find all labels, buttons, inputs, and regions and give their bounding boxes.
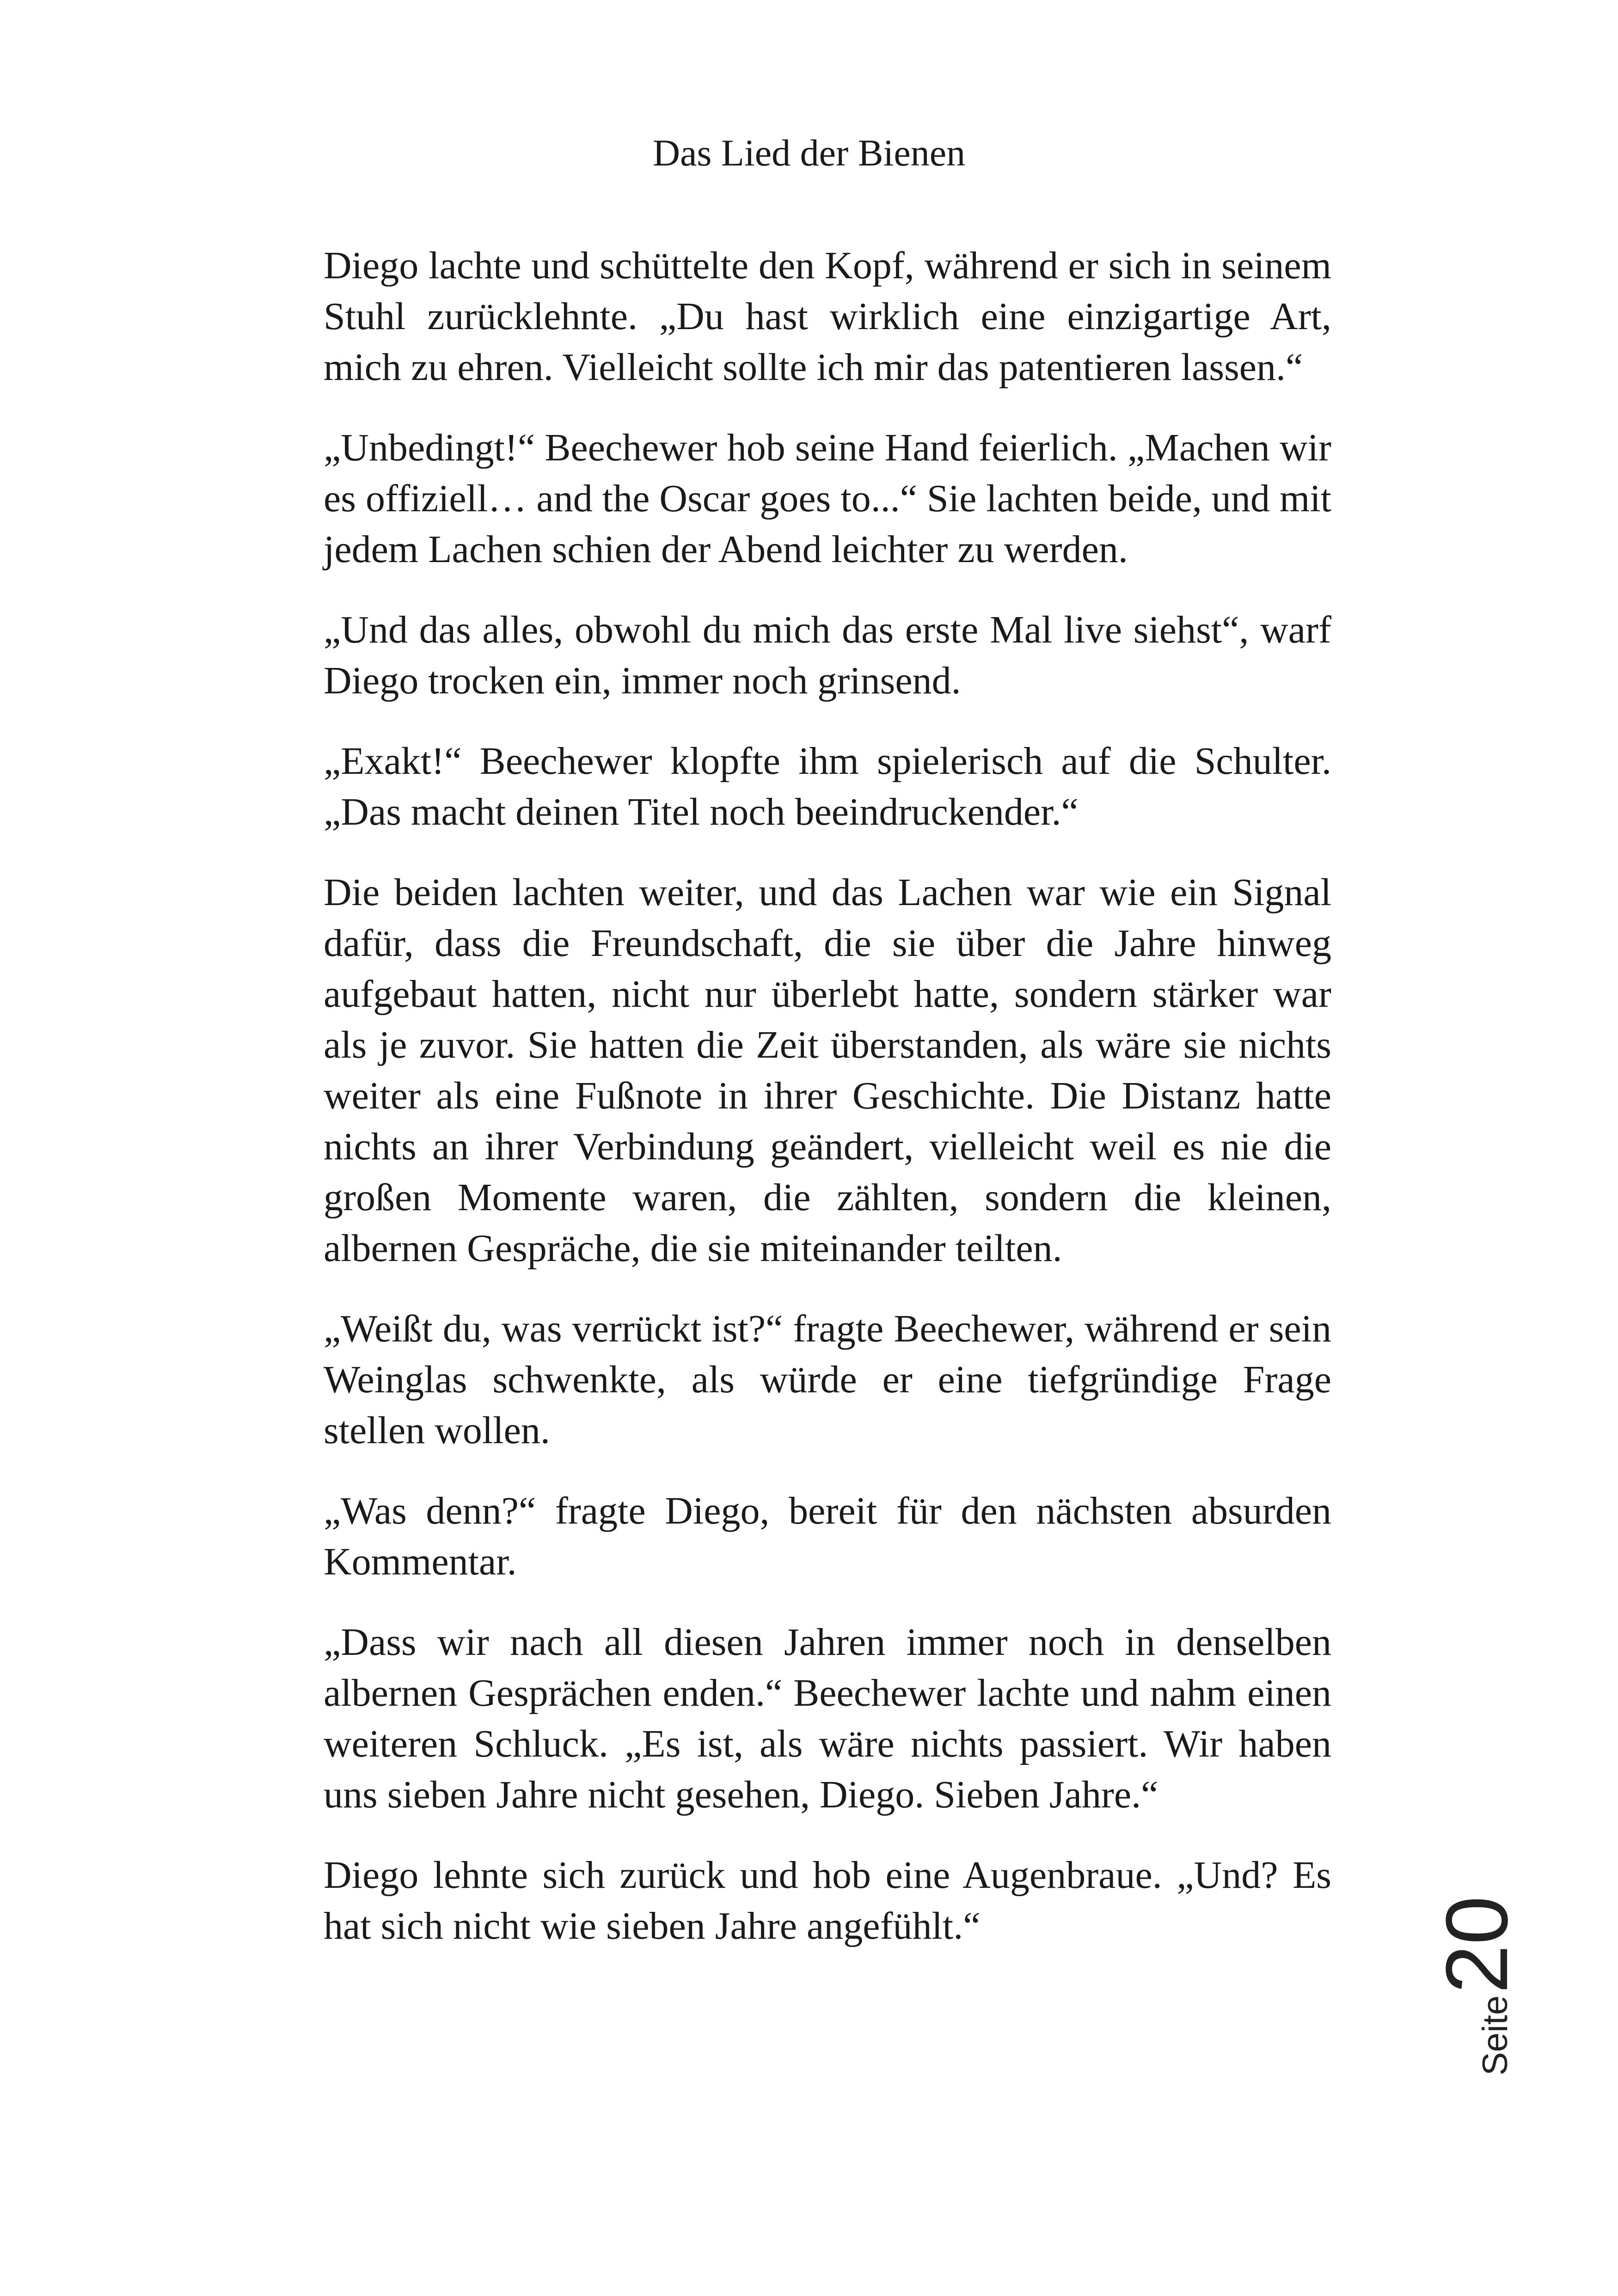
paragraph: „Was denn?“ fragte Diego, bereit für den nächsten absurden Kommentar. <box>324 1489 1331 1583</box>
paragraph: „Unbedingt!“ Beechewer hob seine Hand feierlich. „Machen wir es offiziell… and the Oscar goes to...“ Sie lachten beide, und mit jedem Lachen schien der Abend leichter zu werden. <box>324 426 1331 571</box>
paragraph: „Und das alles, obwohl du mich das erste Mal live siehst“, warf Diego trocken ein, immer noch grinsend. <box>324 608 1331 702</box>
paragraph: „Weißt du, was verrückt ist?“ fragte Beechewer, während er sein Weinglas schwenkte, als würde er eine tiefgründige Frage stellen wollen. <box>324 1307 1331 1452</box>
page-number-label: Seite <box>1476 1995 1515 2076</box>
body-text <box>324 240 1331 1981</box>
paragraph: „Dass wir nach all diesen Jahren immer noch in denselben albernen Gesprächen enden.“ Beechewer lachte und nahm einen weiteren Schluck. „Es ist, als wäre nichts passiert. Wir haben uns sieben Jahre nicht gesehen, Diego. Sieben Jahre.“ <box>324 1621 1331 1816</box>
paragraph: Diego lehnte sich zurück und hob eine Augenbraue. „Und? Es hat sich nicht wie sieben Jahre angefühlt.“ <box>324 1854 1331 1947</box>
page-number-value: 20 <box>1428 1896 1526 1994</box>
paragraph: Diego lachte und schüttelte den Kopf, während er sich in seinem Stuhl zurücklehnte. „Du hast wirklich eine einzigartige Art, mich zu ehren. Vielleicht sollte ich mir das patentieren lassen.“ <box>324 244 1331 389</box>
paragraph: Die beiden lachten weiter, und das Lachen war wie ein Signal dafür, dass die Freundschaft, die sie über die Jahre hinweg aufgebaut hatten, nicht nur überlebt hatte, sondern stärker war als je zuvor. Sie hatten die Zeit überstanden, als wäre sie nichts weiter als eine Fußnote in ihrer Geschichte. Die Distanz hatte nichts an ihrer Verbindung geändert, vielleicht weil es nie die großen Momente waren, die zählten, sondern die kleinen, albernen Gespräche, die sie miteinander teilten. <box>324 871 1331 1270</box>
paragraph: „Exakt!“ Beechewer klopfte ihm spielerisch auf die Schulter. „Das macht deinen Titel noch beeindruckender.“ <box>324 740 1331 833</box>
page-header-title: Das Lied der Bienen <box>652 132 966 174</box>
page-number <box>1428 1896 1526 2076</box>
